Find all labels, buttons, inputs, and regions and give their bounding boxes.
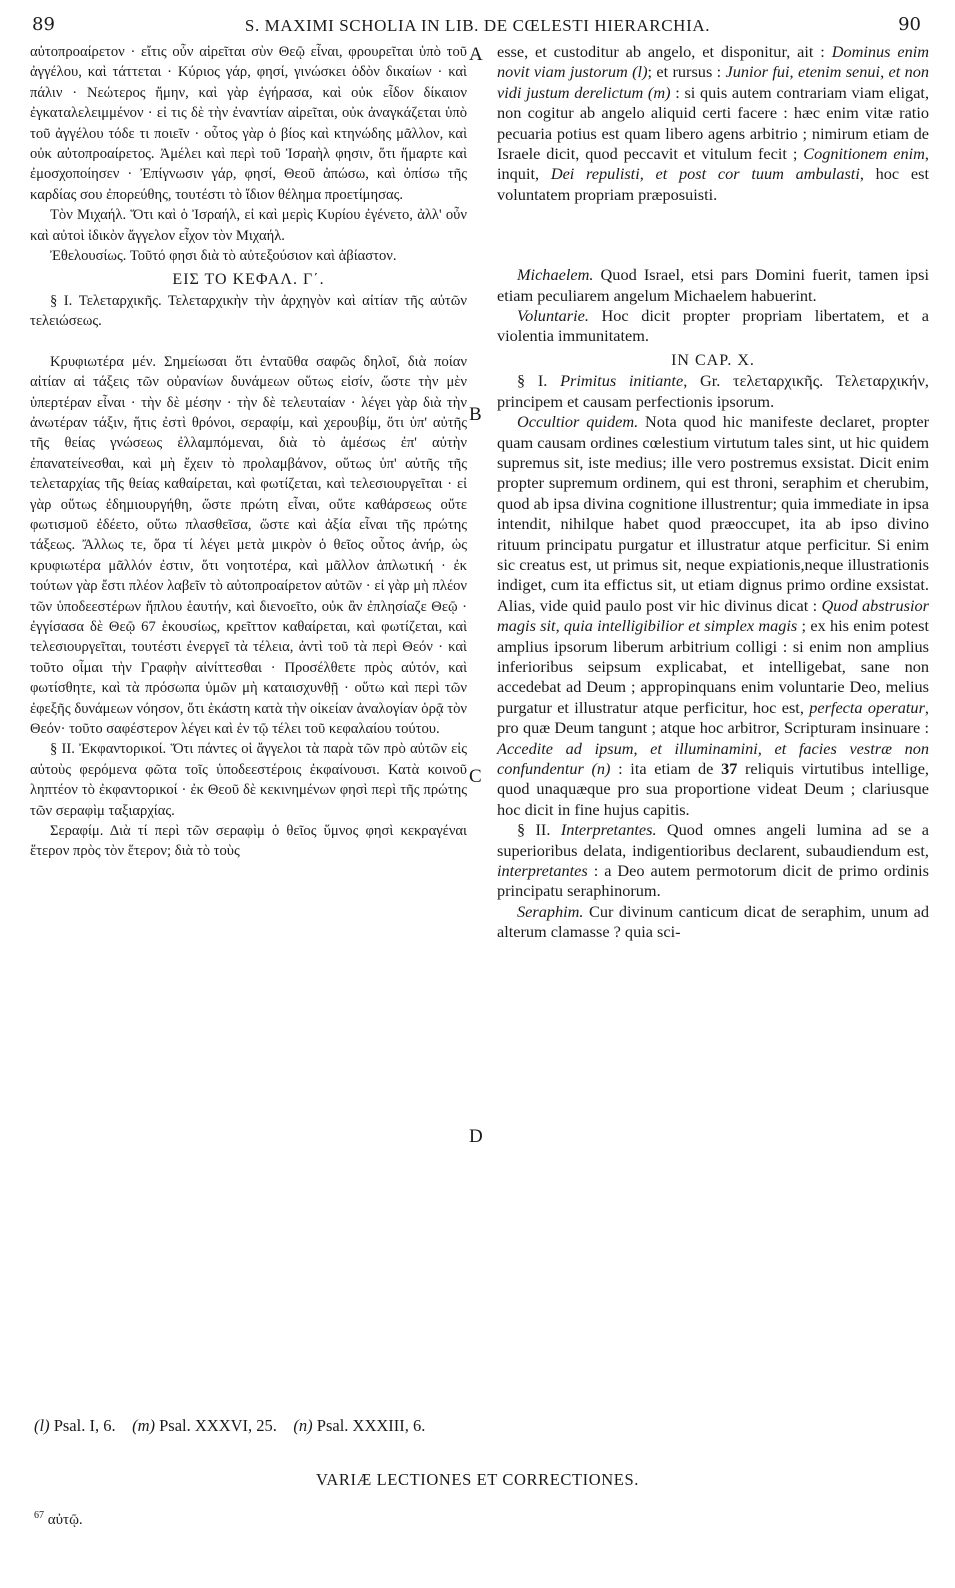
margin-marker-a: A [469, 44, 483, 65]
variants-heading: VARIÆ LECTIONES ET CORRECTIONES. [316, 1470, 639, 1489]
greek-paragraph: Ἐθελουσίως. Τοῦτό φησι διὰ τὸ αὐτεξούσιον καὶ ἀβίαστον. [50, 248, 397, 265]
greek-paragraph: Τὸν Μιχαήλ. Ὅτι καὶ ὁ Ἰσραήλ, εἰ καὶ μερὶς Κυρίου ἐγένετο, ἀλλ' οὖν καὶ αὐτοὶ ἰδικὸν ἄγγελον εἶχον τὸν Μιχαήλ. [30, 207, 467, 244]
greek-paragraph: αὐτοπροαίρετον · εἴτις οὖν αἱρεῖται σὺν Θεῷ εἶναι, φρουρεῖται ὑπὸ τοῦ ἀγγέλου, καὶ τάττεται · Κύριος γάρ, φησί, γινώσκει ὁδὸν δικαίων · καὶ πάλιν · Νεώτερος ἤμην, καὶ γὰρ ἐγήρασα, καὶ οὐκ εἶδον δίκαιον ἐγκαταλελειμμένον · εἰ τις δὲ τὴν ἐναντίαν αἱρεῖται, οὐκ ἀναγκάζεται ὑπὸ τοῦ ἀγγέλου τόδε τι ποιεῖν · οὗτος γὰρ ὁ βίος καὶ κτηνώδης μᾶλλον, καὶ οὐκ αὐτοπροαίρετος. Ἀμέλει καὶ περὶ τοῦ Ἰσραὴλ φησιν, ὅτι ἥμαρτε καὶ ἐμοσχοποίησεν · Ἐπίγνωσιν γάρ, φησί, Θεοῦ ἀπώσω, καὶ ὀπίσω τῆς καρδίας σου ἐπορεύθης, τουτέστι τὸ ἴδιον θέλημα προετίμησας. [30, 44, 467, 203]
latin-paragraph: § I. Primitus initiante, Gr. τελεταρχικῆς. Τελεταρχικήν, principem et causam perfectionis ipsorum. [497, 371, 929, 411]
greek-chapter-heading: ΕΙΣ ΤΟ ΚΕΦΑΛ. Γ΄. [172, 271, 325, 289]
latin-paragraph: Michaelem. Quod Israel, etsi pars Domini fuerit, tamen ipsi etiam peculiarem angelum Michaelem habuerint. [497, 265, 929, 305]
latin-paragraph: Voluntarie. Hoc dicit propter propriam libertatem, et a violentia immunitatem. [497, 306, 929, 346]
latin-column [497, 42, 929, 943]
page-header [30, 14, 925, 40]
latin-paragraph: Occultior quidem. Nota quod hic manifeste declaret, propter quam causam ordines cœlestium virtutum tales sint, ut hic quidem supremus sit, iste medius; ille vero postremus exsistat. Dicit enim propter supremum ordinem, qui est throni, seraphim et cherubim, quod ab ipsa divina cognitione illustrentur; quia immediate in ipsa intendit, nihilque habet quod præoccupet, ita ab ipso divino rituum principatu purgatur et illustratur atque perficitur. Si enim sic creatus est, ut primus sit, neque expiationis,neque illustrationis indiget, cum ita effictus sit, ut etiam dignus primo ordine exsistat. Alias, vide quid paulo post vir hic divinus dicat : Quod abstrusior magis sit, quia intelligibilior et simplex magis ; ex his enim potest amplius ipsorum liberum arbitrium colligi : si enim non amplius inferioribus seipsum explicabat, et intelligebat, sane non accedebat ad Deum ; appropinquans enim voluntarie Deo, melius purgatur et illustratur atque perficitur, hoc est, perfecta operatur, pro quæ Deum tangunt ; atque hoc arbitror, Scripturam insinuare : Accedite ad ipsum, et illuminamini, et facies vestræ non confundentur (n) : ita etiam de 37 reliquis virtutibus intellige, quod unaquæque pro sua proportione videat Deum ; clariusque hoc dicit in fine hujus capitis. [497, 412, 930, 819]
page-number-left: 89 [32, 14, 55, 35]
variant-note: $^{67}$ αὐτῷ. [34, 1510, 83, 1528]
latin-paragraph: esse, et custoditur ab angelo, et disponitur, ait : Dominus enim novit viam justorum (l); et rursus : Junior fui, etenim senui, et non vidi justum derelictum (m) : si quis autem contrariam viam eligat, non cogitur ab angelo aliquid certi facere : hæc enim vitæ ratio pecuaria potius est quam libero agens arbitrio ; nimirum etiam de Israele dicit, quod peccavit et vitulum fecit ; Cognitionem enim, inquit, Dei repulisti, et post cor tuum ambulasti, hoc est voluntatem propriam præposuisti. [497, 42, 930, 204]
margin-marker-d: D [469, 1126, 483, 1147]
latin-paragraph: § II. Interpretantes. Quod omnes angeli lumina ad se a superioribus delata, indigentioribus declarent, subaudiendum est, interpretantes : a Deo autem permotorum dicit de primo ordinis principatu seraphinorum. [497, 820, 929, 901]
greek-paragraph: Κρυφιωτέρα μέν. Σημείωσαι ὅτι ἐνταῦθα σαφῶς δηλοῖ, διὰ ποίαν αἰτίαν αἱ τάξεις τῶν οὐρανίων δυνάμεων οὕτως εἰσίν, ὥστε τὴν μὲν ὑπερτέραν εἶναι · τὴν δὲ μέσην · τὴν δὲ τελευταίαν · λέγει γὰρ διὰ τὴν ἀνωτέραν τάξιν, ἥτις ἐστὶ θρόνοι, σεραφίμ, καὶ χερουβίμ, ὅτι ὑπ' αὐτῆς τῆς θείας γνώσεως ἐλλαμπόμεναι, διὰ τὸ ἀμέσως ἐπ' αὐτὴν ἐπανατείνεσθαι, καὶ μὴ ἔχειν τὸ προλαμβάνον, οὕτως ὑπ' αὐτῆς τῆς τελεταρχίας τῆς θείας καθαίρεται, καὶ φωτίζεται, καὶ τελεσιουργεῖται · εἰ γὰρ οὕτως ἐδημιουργήθη, ὥστε πρώτη εἶναι, οὔτε καθάρσεως οὔτε φωτισμοῦ ἐδέετο, οὕτω πλασθεῖσα, ὥστε καὶ ἀξία εἶναι τῆς πρώτης τάξεως. Ἄλλως τε, ὅρα τί λέγει μετὰ μικρὸν ὁ θεῖος οὗτος ἀνήρ, ὡς κρυφιωτέρα μᾶλλόν ἐστιν, ὅτι νοητοτέρα, καὶ μᾶλλον ἁπλωτική · ἐκ τούτων γὰρ ἔστι πλέον λαβεῖν τὸ αὐτοπροαίρετον αὐτῶν · εἰ γὰρ μὴ πλέον τῶν ὑποδεεστέρων ἥπλου ἑαυτήν, καὶ διενοεῖτο, οὐκ ἂν ἐπλησίαζε Θεῷ · ἐγγίσασα δὲ Θεῷ 67 ἑκουσίως, κρεῖττον καθαίρεται, καὶ φωτίζεται, καὶ τελεσιουργεῖται, τουτέστι ἐνεργεῖ τὰ τέλεια, ἀντὶ τοῦ τὰ περὶ Θεόν · καὶ τοῦτο οἶμαι τὴν Γραφὴν αἰνίττεσθαι · Προσέλθετε πρὸς αὐτόν, καὶ φωτίσθητε, καὶ τὰ πρόσωπα ὑμῶν μὴ καταισχυνθῇ · οὕτω καὶ περὶ τῶν ἐφεξῆς δυνάμεων νόησον, ὅτι ἑκάστη κατὰ τὴν οἰκείαν ἀναλογίαν ὁρᾷ τὸν Θεόν· τοῦτο σαφέστερον λέγει καὶ ἐν τῷ τέλει τοῦ κεφαλαίου τούτου. [30, 353, 467, 737]
greek-column [30, 42, 467, 862]
latin-chapter-heading: IN CAP. X. [671, 351, 755, 369]
running-title: S. MAXIMI SCHOLIA IN LIB. DE CŒLESTI HIERARCHIA. [244, 16, 711, 35]
latin-paragraph: Seraphim. Cur divinum canticum dicat de seraphim, unum ad alterum clamasse ? quia sci- [497, 901, 929, 942]
greek-paragraph: Σεραφίμ. Διὰ τί περὶ τῶν σεραφὶμ ὁ θεῖος ὕμνος φησὶ κεκραγέναι ἕτερον πρὸς τὸν ἕτερον; διὰ τὸ τοὺς [30, 823, 467, 860]
margin-marker-b: B [469, 404, 482, 425]
margin-marker-c: C [469, 766, 482, 787]
greek-paragraph: § II. Ἐκφαντορικοί. Ὅτι πάντες οἱ ἄγγελοι τὰ παρὰ τῶν πρὸ αὐτῶν εἰς αὐτοὺς φερόμενα φῶτα τοῖς ὑποδεεστέροις ἐκφαίνουσι. Κατὰ κοινοῦ ληπτέον τὸ ἐκφαντορικοί · ἐκ Θεοῦ δὲ κεκινημένων φησὶ περὶ τῆς πρώτης τῶν σεραφὶμ ταξιαρχίας. [30, 741, 467, 819]
greek-paragraph: § I. Τελεταρχικῆς. Τελεταρχικὴν τὴν ἀρχηγὸν καὶ αἰτίαν τῆς αὐτῶν τελειώσεως. [30, 292, 467, 330]
footnotes: (l) Psal. I, 6. (m) Psal. XXXVI, 25. (n) Psal. XXXIII, 6. [34, 1416, 426, 1435]
page-number-right: 90 [898, 14, 921, 35]
